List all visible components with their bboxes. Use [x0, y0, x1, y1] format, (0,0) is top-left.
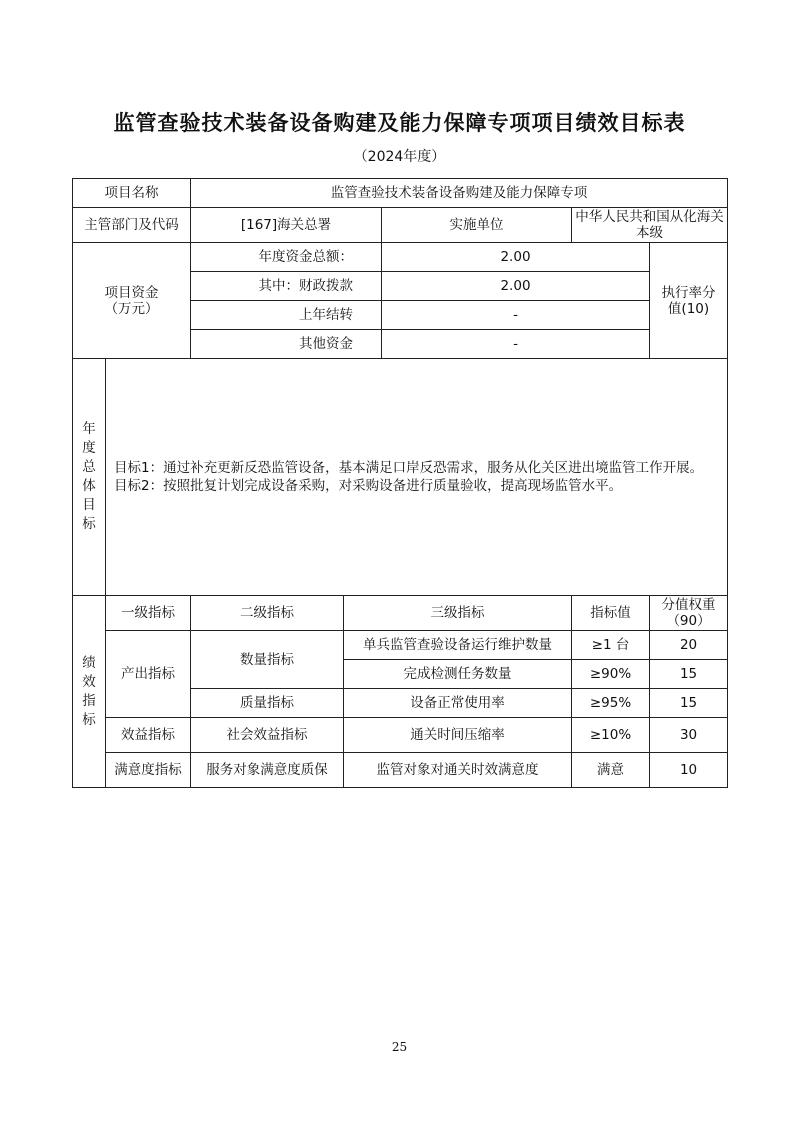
header-weight-text: 分值权重（90）	[661, 597, 716, 629]
funds-total-value: 2.00	[382, 243, 650, 272]
goals-label-text: 年度总体目标	[82, 421, 96, 532]
funds-carryover-label: 上年结转	[191, 301, 382, 330]
quantity-label: 数量指标	[191, 631, 344, 689]
indicator-value: ≥10%	[572, 718, 650, 753]
goals-row	[73, 359, 728, 596]
indicator-value: 满意	[572, 753, 650, 788]
project-name-row	[73, 179, 728, 208]
service-label: 服务对象满意度质保	[191, 753, 344, 788]
funds-label	[73, 243, 191, 359]
indicator-weight: 30	[650, 718, 728, 753]
indicator-weight: 10	[650, 753, 728, 788]
output-label: 产出指标	[106, 631, 191, 718]
satisfaction-label: 满意度指标	[106, 753, 191, 788]
header-level2: 二级指标	[191, 596, 344, 631]
header-value: 指标值	[572, 596, 650, 631]
page-title: 监管查验技术装备设备购建及能力保障专项项目绩效目标表	[113, 111, 686, 135]
funds-other-value: -	[382, 330, 650, 359]
indicator-header-row	[73, 596, 728, 631]
funds-label-text: 项目资金（万元）	[104, 284, 159, 317]
rate-label-text: 执行率分值(10)	[661, 284, 716, 317]
funds-total-row	[73, 243, 728, 272]
indicator-name: 单兵监管查验设备运行维护数量	[344, 631, 572, 660]
goals-content	[106, 359, 728, 596]
performance-table	[72, 178, 728, 788]
funds-other-label: 其他资金	[191, 330, 382, 359]
indicator-weight: 15	[650, 660, 728, 689]
dept-label: 主管部门及代码	[73, 208, 191, 243]
indicators-label	[73, 596, 106, 788]
social-label: 社会效益指标	[191, 718, 344, 753]
table-row	[73, 631, 728, 660]
indicator-value: ≥90%	[572, 660, 650, 689]
indicator-value: ≥95%	[572, 689, 650, 718]
indicator-name: 设备正常使用率	[344, 689, 572, 718]
goals-label	[73, 359, 106, 596]
quality-label: 质量指标	[191, 689, 344, 718]
funds-fiscal-label: 其中：财政拨款	[191, 272, 382, 301]
page-number: 25	[391, 1040, 408, 1054]
funds-total-label: 年度资金总额：	[191, 243, 382, 272]
impl-value: 中华人民共和国从化海关本级	[572, 208, 728, 243]
project-name-label: 项目名称	[73, 179, 191, 208]
indicator-weight: 20	[650, 631, 728, 660]
indicators-label-text: 绩效指标	[82, 654, 96, 728]
benefit-label: 效益指标	[106, 718, 191, 753]
goal-2: 目标2：按照批复计划完成设备采购，对采购设备进行质量验收，提高现场监管水平。	[114, 478, 623, 494]
indicator-weight: 15	[650, 689, 728, 718]
dept-value: [167]海关总署	[191, 208, 382, 243]
indicator-name: 通关时间压缩率	[344, 718, 572, 753]
table-row	[73, 753, 728, 788]
page-subtitle: （2024年度）	[353, 149, 446, 165]
indicator-value: ≥1 台	[572, 631, 650, 660]
header-level1: 一级指标	[106, 596, 191, 631]
indicator-name: 监管对象对通关时效满意度	[344, 753, 572, 788]
goal-1: 目标1：通过补充更新反恐监管设备，基本满足口岸反恐需求，服务从化关区进出境监管工作开展。	[114, 460, 704, 476]
funds-carryover-value: -	[382, 301, 650, 330]
header-weight	[650, 596, 728, 631]
table-row	[73, 718, 728, 753]
dept-row	[73, 208, 728, 243]
rate-label	[650, 243, 728, 359]
project-name-value: 监管查验技术装备设备购建及能力保障专项	[191, 179, 728, 208]
header-level3: 三级指标	[344, 596, 572, 631]
funds-fiscal-value: 2.00	[382, 272, 650, 301]
impl-label: 实施单位	[382, 208, 572, 243]
indicator-name: 完成检测任务数量	[344, 660, 572, 689]
